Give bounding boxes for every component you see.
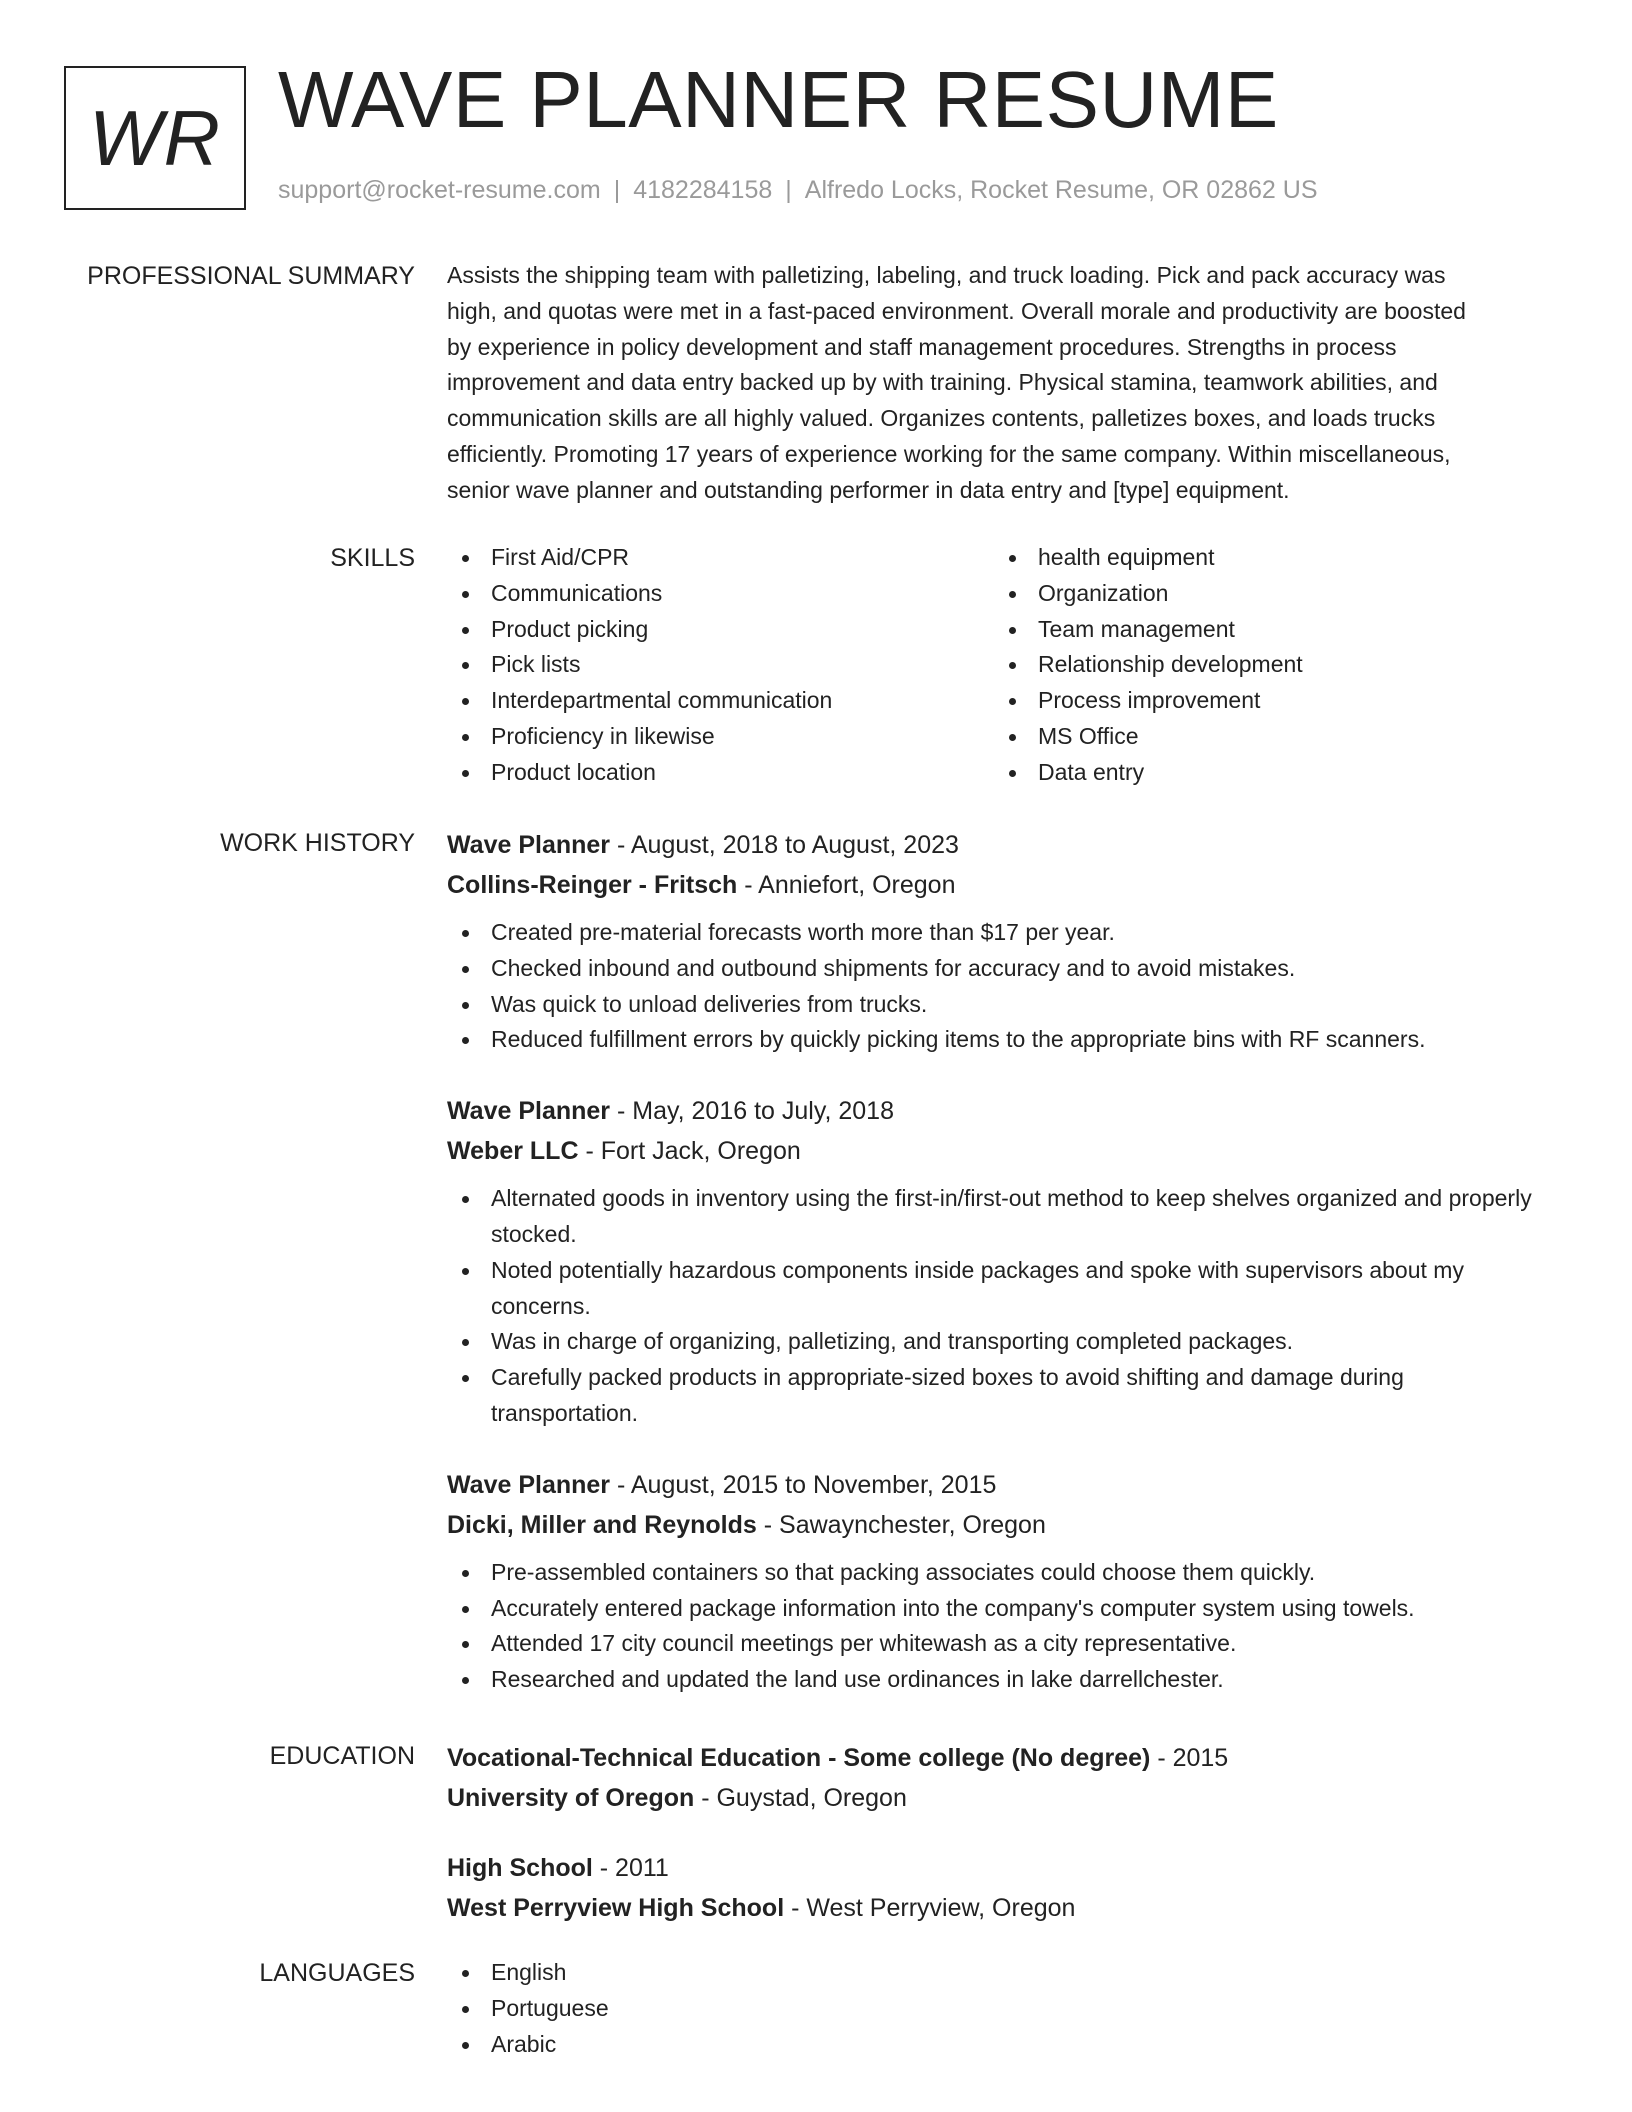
monogram-initials: WR (89, 94, 221, 182)
languages-list (447, 1955, 1557, 2062)
job-bullets (447, 1181, 1557, 1432)
job-company: Dicki, Miller and Reynolds (447, 1510, 757, 1539)
languages-body (447, 1955, 1557, 2062)
contact-email: support@rocket-resume.com (278, 176, 601, 204)
job-title-line (447, 1465, 1557, 1505)
skill-item: Product picking (447, 612, 987, 648)
section-label-skills: SKILLS (330, 544, 415, 572)
job-bullet: Noted potentially hazardous components inside packages and spoke with supervisors about my concerns. (447, 1253, 1557, 1325)
section-label-work-history: WORK HISTORY (220, 829, 415, 857)
job-bullet: Was in charge of organizing, palletizing, and transporting completed packages. (447, 1324, 1557, 1360)
job-company: Collins-Reinger - Fritsch (447, 871, 738, 899)
education-school: West Perryview High School (447, 1894, 785, 1922)
job-company-line (447, 1505, 1557, 1545)
job-company-line (447, 865, 1557, 905)
section-label-summary: PROFESSIONAL SUMMARY (87, 262, 415, 290)
job-bullet: Attended 17 city council meetings per whitewash as a city representative. (447, 1626, 1557, 1662)
contact-separator: | (785, 176, 792, 204)
job-bullet: Pre-assembled containers so that packing associates could choose them quickly. (447, 1555, 1557, 1591)
skill-item: Team management (994, 612, 1534, 648)
education-school: University of Oregon (447, 1784, 695, 1812)
job-title: Wave Planner (447, 831, 611, 859)
job-dates: - August, 2018 to August, 2023 (610, 831, 959, 859)
job-bullets (447, 1555, 1557, 1698)
language-item: Arabic (447, 2027, 1557, 2063)
contact-separator: | (613, 176, 621, 204)
summary-text (447, 258, 1557, 509)
education-location: - West Perryview, Oregon (784, 1894, 1076, 1922)
job-bullet: Checked inbound and outbound shipments for accuracy and to avoid mistakes. (447, 951, 1557, 987)
summary-line: by experience in policy development and staff management procedures. Strengths in process (447, 333, 1397, 360)
education-body (447, 1738, 1557, 1928)
job-entry (447, 1091, 1557, 1432)
skill-item: First Aid/CPR (447, 540, 987, 576)
job-location: - Fort Jack, Oregon (578, 1137, 801, 1166)
skill-item: Product location (447, 755, 987, 791)
skill-item: Proficiency in likewise (447, 719, 987, 755)
skill-item: Data entry (994, 755, 1534, 791)
education-degree: High School (447, 1854, 593, 1882)
language-item: English (447, 1955, 1557, 1991)
summary-line: efficiently. Promoting 17 years of experience working for the same company. Within miscellaneous, (447, 440, 1451, 467)
education-year: - 2015 (1150, 1744, 1229, 1772)
job-title: Wave Planner (447, 1097, 611, 1126)
skill-item: health equipment (994, 540, 1534, 576)
skill-item: Pick lists (447, 647, 987, 683)
education-year: - 2011 (592, 1854, 669, 1882)
job-bullet: Created pre-material forecasts worth more than $17 per year. (447, 915, 1557, 951)
job-dates: - May, 2016 to July, 2018 (610, 1097, 894, 1126)
job-dates: - August, 2015 to November, 2015 (610, 1470, 997, 1499)
contact-phone: 4182284158 (633, 176, 773, 204)
contact-line (278, 174, 1318, 206)
skill-item: MS Office (994, 719, 1534, 755)
job-company: Weber LLC (447, 1137, 579, 1166)
job-bullets (447, 915, 1557, 1058)
job-entry (447, 825, 1557, 1058)
job-bullet: Reduced fulfillment errors by quickly picking items to the appropriate bins with RF scanners. (447, 1022, 1557, 1058)
summary-line: communication skills are all highly valued. Organizes contents, palletizes boxes, and loads trucks (447, 405, 1436, 432)
monogram-box (64, 66, 246, 210)
resume-title: WAVE PLANNER RESUME (278, 55, 1279, 144)
summary-line: senior wave planner and outstanding performer in data entry and [type] equipment. (447, 476, 1290, 503)
work-history-body (447, 825, 1557, 1698)
job-location: - Anniefort, Oregon (737, 871, 956, 899)
education-school-line (447, 1888, 1557, 1928)
job-bullet: Accurately entered package information into the company's computer system using towels. (447, 1591, 1557, 1627)
job-bullet: Alternated goods in inventory using the first-in/first-out method to keep shelves organized and properly stocked. (447, 1181, 1557, 1253)
summary-line: high, and quotas were met in a fast-paced environment. Overall morale and productivity are boosted (447, 297, 1466, 324)
skill-item: Relationship development (994, 647, 1534, 683)
skills-list-right (994, 540, 1534, 791)
education-degree-line (447, 1738, 1557, 1778)
education-entry (447, 1848, 1557, 1928)
contact-address: Alfredo Locks, Rocket Resume, OR 02862 US (804, 176, 1318, 204)
summary-line: Assists the shipping team with palletizing, labeling, and truck loading. Pick and pack accuracy was (447, 262, 1446, 288)
job-bullet: Researched and updated the land use ordinances in lake darrellchester. (447, 1662, 1557, 1698)
job-title-line (447, 825, 1557, 865)
skills-list-left (447, 540, 987, 791)
job-bullet: Carefully packed products in appropriate-sized boxes to avoid shifting and damage during transportation. (447, 1360, 1557, 1432)
job-entry (447, 1465, 1557, 1698)
job-title: Wave Planner (447, 1470, 611, 1499)
section-label-languages: LANGUAGES (259, 1959, 415, 1987)
skill-item: Interdepartmental communication (447, 683, 987, 719)
language-item: Portuguese (447, 1991, 1557, 2027)
skill-item: Communications (447, 576, 987, 612)
education-degree: Vocational-Technical Education - Some college (No degree) (447, 1744, 1151, 1772)
job-title-line (447, 1091, 1557, 1131)
education-location: - Guystad, Oregon (694, 1784, 907, 1812)
education-school-line (447, 1778, 1557, 1818)
summary-line: improvement and data entry backed up by with training. Physical stamina, teamwork abilities, and (447, 369, 1438, 396)
section-label-education: EDUCATION (269, 1742, 415, 1770)
education-degree-line (447, 1848, 1557, 1888)
job-bullet: Was quick to unload deliveries from trucks. (447, 987, 1557, 1023)
skill-item: Process improvement (994, 683, 1534, 719)
skill-item: Organization (994, 576, 1534, 612)
job-company-line (447, 1131, 1557, 1171)
job-location: - Sawaynchester, Oregon (756, 1510, 1046, 1539)
education-entry (447, 1738, 1557, 1818)
